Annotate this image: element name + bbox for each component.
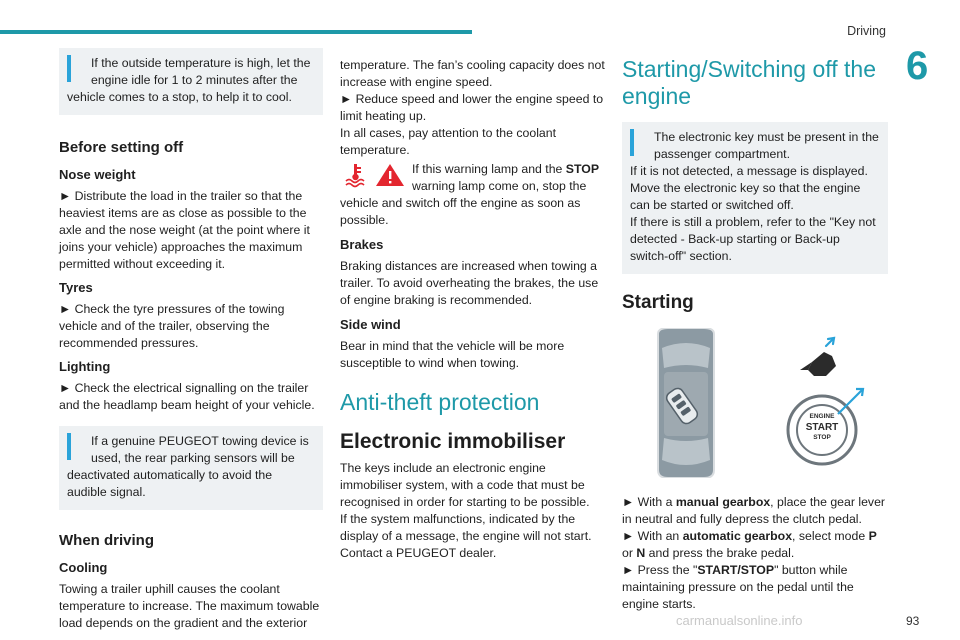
heading-nose-weight: Nose weight bbox=[59, 167, 136, 182]
info-icon bbox=[67, 434, 71, 460]
alert-triangle-icon bbox=[376, 164, 404, 186]
paragraph: ► Check the electrical signalling on the trailer and the headlamp beam height of your vehicle. bbox=[59, 381, 315, 412]
info-text: If there is still a problem, refer to the "Key not detected - Back-up starting or Back-up switch-off" section. bbox=[630, 215, 876, 263]
info-text: The electronic key must be present in the passenger compartment. bbox=[654, 130, 879, 161]
paragraph: Bear in mind that the vehicle will be more susceptible to wind when towing. bbox=[340, 339, 565, 370]
info-text: If the outside temperature is high, let the engine idle for 1 to 2 minutes after the bbox=[91, 56, 311, 87]
heading-starting: Starting bbox=[622, 292, 694, 313]
heading-side-wind: Side wind bbox=[340, 317, 401, 332]
paragraph: Towing a trailer uphill causes the coolant temperature to increase. The maximum towable load depends on the gradient and the exterior bbox=[59, 582, 320, 630]
start-stop-label: ENGINE START STOP bbox=[805, 413, 839, 441]
header-accent-bar bbox=[0, 30, 472, 34]
paragraph: In all cases, pay attention to the coolant temperature. bbox=[340, 126, 557, 157]
press-arrow-icon bbox=[826, 338, 834, 346]
heading-before-setting-off: Before setting off bbox=[59, 139, 184, 156]
info-box-cooling bbox=[59, 48, 323, 115]
paragraph: ► Distribute the load in the trailer so that the heaviest items are as close as possible to the axle and the nose weight (at the point where it joins your vehicle) approaches the maximum permitted without exceeding it. bbox=[59, 189, 310, 271]
column-1 bbox=[59, 48, 323, 632]
info-box-towing-device bbox=[59, 426, 323, 510]
paragraph: ► Check the tyre pressures of the towing vehicle and of the trailer, observing the recommended pressures. bbox=[59, 302, 285, 350]
info-box-electronic-key bbox=[622, 122, 888, 274]
paragraph: The keys include an electronic engine immobiliser system, with a code that must be recognised in order for starting to be possible. bbox=[340, 461, 590, 509]
column-2 bbox=[340, 57, 606, 562]
info-text: If a genuine PEUGEOT towing device is used, the rear parking sensors will be bbox=[91, 434, 309, 465]
heading-when-driving: When driving bbox=[59, 532, 154, 549]
starting-illustration bbox=[622, 328, 888, 478]
page-number: 93 bbox=[906, 614, 920, 628]
info-text: deactivated automatically to avoid the audible signal. bbox=[67, 468, 273, 499]
heading-cooling: Cooling bbox=[59, 560, 108, 575]
column-3 bbox=[622, 56, 888, 613]
warning-text: If this warning lamp and the bbox=[412, 162, 566, 176]
paragraph: Contact a PEUGEOT dealer. bbox=[340, 546, 497, 560]
heading-electronic-immobiliser: Electronic immobiliser bbox=[340, 430, 566, 453]
warning-note bbox=[340, 161, 606, 229]
paragraph: ► Reduce speed and lower the engine speed to limit heating up. bbox=[340, 92, 604, 123]
warning-text: warning lamp come on, stop the bbox=[412, 179, 587, 193]
stop-label: STOP bbox=[565, 162, 600, 176]
heading-lighting: Lighting bbox=[59, 359, 111, 374]
paragraph: If the system malfunctions, indicated by the display of a message, the engine will not start. bbox=[340, 512, 592, 543]
chapter-number: 6 bbox=[906, 44, 929, 88]
heading-brakes: Brakes bbox=[340, 237, 384, 252]
section-title: Driving bbox=[847, 24, 886, 38]
info-icon bbox=[67, 56, 71, 82]
paragraph: temperature. The fan’s cooling capacity does not increase with engine speed. bbox=[340, 58, 605, 89]
watermark: carmanualsonline.info bbox=[676, 613, 803, 628]
paragraph: ► With a manual gearbox, place the gear lever in neutral and fully depress the clutch pedal. bbox=[622, 495, 886, 526]
press-hand-icon bbox=[768, 328, 888, 478]
info-text: If it is not detected, a message is displayed. Move the electronic key so that the engine can be started or switched off. bbox=[630, 164, 868, 212]
heading-anti-theft-protection: Anti-theft protection bbox=[340, 389, 540, 415]
paragraph: ► Press the "START/STOP" button while maintaining pressure on the pedal until the engine starts. bbox=[622, 563, 854, 611]
info-icon bbox=[630, 130, 634, 156]
info-text: vehicle comes to a stop, to help it to cool. bbox=[67, 90, 292, 104]
heading-tyres: Tyres bbox=[59, 280, 93, 295]
heading-starting-switching-off: Starting/Switching off the engine bbox=[622, 56, 876, 109]
paragraph: ► With an automatic gearbox, select mode P or N and press the brake pedal. bbox=[622, 529, 877, 560]
paragraph: Braking distances are increased when towing a trailer. To avoid overheating the brakes, the use of engine braking is recommended. bbox=[340, 259, 599, 307]
warning-text: vehicle and switch off the engine as soon as possible. bbox=[340, 196, 581, 227]
coolant-warning-icon bbox=[344, 162, 408, 188]
